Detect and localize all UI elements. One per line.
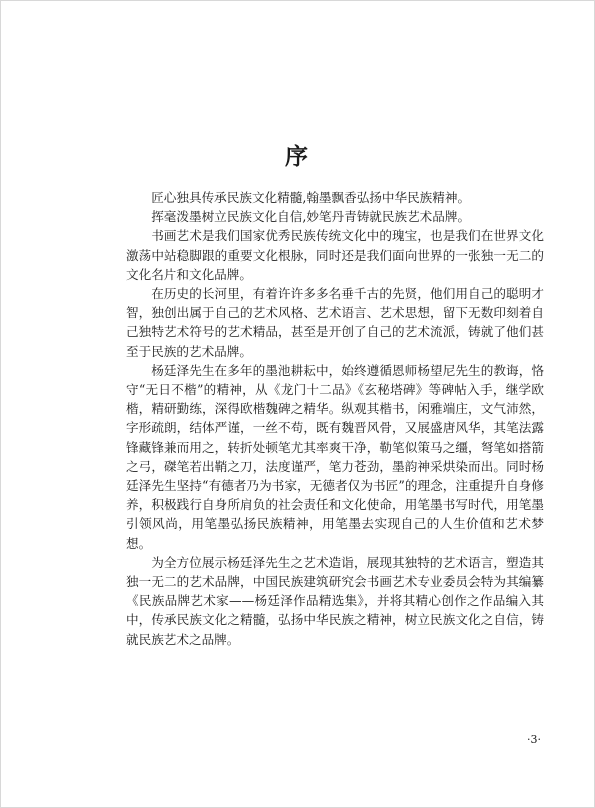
paragraph-4: 在历史的长河里，有着许许多多名垂千古的先贤，他们用自己的聪明才智，独创出属于自己的艺术风格、艺术语言、艺术思想，留下无数印刻着自己独特艺术符号的艺术精品，甚至是开创了自己的艺术流派，铸就了他们甚至于民族的艺术品牌。 bbox=[126, 286, 544, 359]
body-text bbox=[126, 188, 544, 649]
paragraph-5: 杨廷泽先生在多年的墨池耕耘中，始终遵循恩师杨望尼先生的教诲，恪守“无日不楷”的精神，从《龙门十二品》《玄秘塔碑》等碑帖入手，继学欧楷，精研勤练，深得欧楷魏碑之精华。纵观其楷书，闲雅端庄，文气沛然，字形疏朗，结体严谨，一丝不苟，既有魏晋风骨，又展盛唐风华，其笔法露锋藏锋兼而用之，转折处顿笔尤其率爽干净，勒笔似策马之缰，弩笔如搭箭之弓，磔笔若出鞘之刀，法度谨严，笔力苍劲，墨韵神采烘染而出。同时杨廷泽先生坚持“有德者乃为书家，无德者仅为书匠”的理念，注重提升自身修养，积极践行自身所肩负的社会责任和文化使命，用笔墨书写时代，用笔墨引领风尚，用笔墨弘扬民族精神，用笔墨去实现自己的人生价值和艺术梦想。 bbox=[126, 362, 544, 551]
paragraph-3: 书画艺术是我们国家优秀民族传统文化中的瑰宝，也是我们在世界文化激荡中站稳脚跟的重要文化根脉，同时还是我们面向世界的一张独一无二的文化名片和文化品牌。 bbox=[126, 228, 544, 282]
paragraph-2: 挥毫泼墨树立民族文化自信,妙笔丹青铸就民族艺术品牌。 bbox=[151, 209, 471, 225]
paragraph-6: 为全方位展示杨廷泽先生之艺术造诣，展现其独特的艺术语言，塑造其独一无二的艺术品牌，中国民族建筑研究会书画艺术专业委员会特为其编纂《民族品牌艺术家——杨廷泽作品精选集》，并将其精心创作之作品编入其中，传承民族文化之精髓，弘扬中华民族之精神，树立民族文化之自信，铸就民族艺术之品牌。 bbox=[126, 554, 544, 647]
page-title: 序 bbox=[285, 143, 310, 170]
page-number: ·3· bbox=[527, 733, 541, 746]
paragraph-1: 匠心独具传承民族文化精髓,翰墨飘香弘扬中华民族精神。 bbox=[151, 190, 471, 205]
